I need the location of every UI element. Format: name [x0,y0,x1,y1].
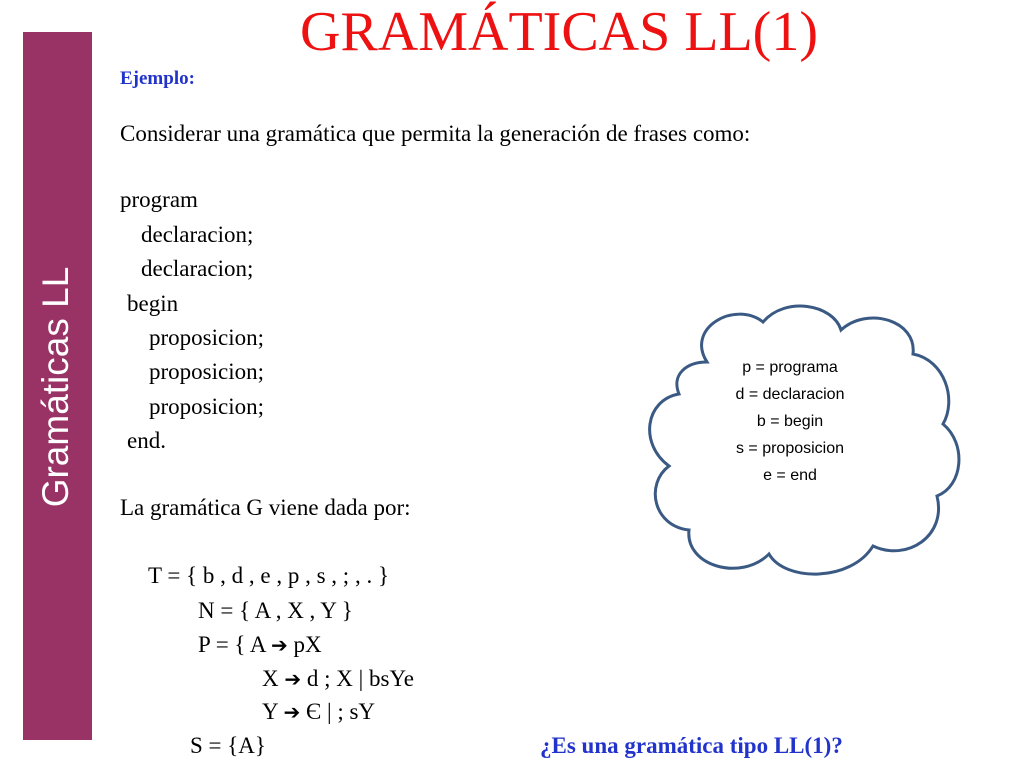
cloud-legend [690,354,890,489]
production-lhs: P = { A [198,632,266,657]
production-lhs: Y [262,699,278,724]
legend-line: p = programa [742,359,838,376]
production-3 [262,700,375,723]
intro-text: Considerar una gramática que permita la generación de frases como: [120,121,751,146]
arrow-right-icon: ➔ [283,700,301,724]
example-line: begin [127,291,179,316]
production-rhs: pX [293,632,322,657]
example-line: program [120,187,198,212]
production-lhs: X [262,666,279,691]
production-rhs: Є | ; sY [306,699,376,724]
example-line: proposicion; [149,394,264,419]
example-line: proposicion; [149,359,264,384]
legend-line: b = begin [756,413,824,430]
example-line: declaracion; [141,222,254,247]
slide-title: GRAMÁTICAS LL(1) [300,1,818,63]
arrow-right-icon: ➔ [271,633,288,657]
example-line: end. [127,428,166,453]
example-heading: Ejemplo: [120,68,195,89]
example-line: proposicion; [149,325,264,350]
terminals-set: T = { b , d , e , p , s , ; , . } [148,563,389,588]
example-line: declaracion; [141,256,254,281]
production-rhs: d ; X | bsYe [306,666,414,691]
nonterminals-set: N = { A , X , Y } [198,598,353,623]
legend-line: e = end [763,467,817,484]
production-2 [262,667,414,690]
production-1 [198,633,322,656]
legend-line: s = proposicion [735,440,845,457]
sidebar-label: Gramáticas LL [35,266,76,508]
grammar-intro: La gramática G viene dada por: [120,495,411,520]
question-text: ¿Es una gramática tipo LL(1)? [540,733,843,758]
legend-line: d = declaracion [735,386,845,403]
arrow-right-icon: ➔ [284,667,302,691]
start-symbol: S = {A} [190,733,266,758]
